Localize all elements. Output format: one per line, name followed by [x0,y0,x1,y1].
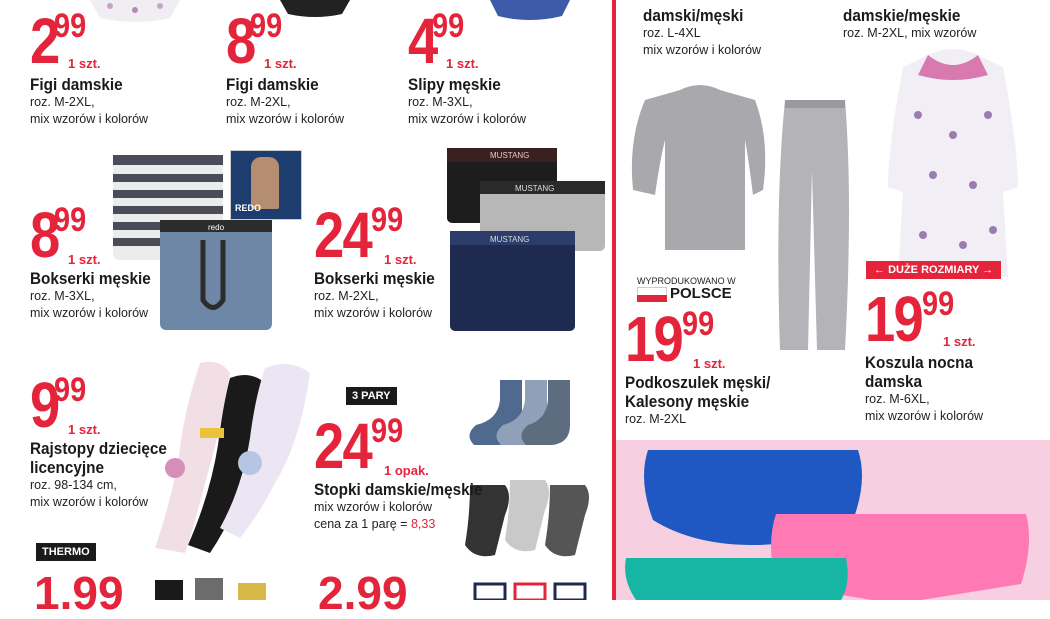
product-podkoszulek[interactable] [625,303,787,428]
product-title: Figi damskie [30,75,123,94]
product-variants: mix wzorów i kolorów [643,43,762,57]
three-pairs-badge: 3 PARY [346,387,397,405]
socks-pack-image [470,580,590,600]
brand-label: REDO [235,203,262,213]
product-variants: mix wzorów i kolorów [865,409,984,423]
poland-flag-icon [637,287,667,301]
arrow-left-icon: ← [874,264,885,276]
product-title-line2: licencyjne [30,458,104,477]
product-title: Figi damskie [226,75,319,94]
product-size: roz. M-2XL [625,412,687,426]
partial-price-left: 1.99 [34,567,124,619]
price: 899 1 szt. [30,199,101,271]
product-size: roz. M-3XL, [408,95,473,109]
arrow-right-icon: → [982,264,994,276]
product-figi-damskie-1[interactable] [30,5,149,128]
price: 999 1 szt. [30,369,101,441]
product-podkoszulek-top[interactable] [643,0,761,59]
product-size: roz. M-2XL, [314,289,379,303]
model-figure [251,157,279,209]
thermo-badge: THERMO [36,543,96,561]
panties-stack-image [616,446,1050,600]
product-title-partial: damski/męski [643,6,744,25]
product-title: Slipy męskie [408,75,501,94]
product-variants: mix wzorów i kolorów [30,306,149,320]
nightgown-image [878,45,1028,280]
price: 899 1 szt. [226,5,297,77]
country-label: POLSCE [670,285,732,302]
big-sizes-badge: ← DUŻE ROZMIARY → [866,261,1001,279]
svg-text:MUSTANG: MUSTANG [490,235,530,244]
product-variants: mix wzorów i kolorów [314,306,433,320]
product-size: roz. M-2XL, mix wzorów [843,26,977,40]
product-title: Podkoszulek męski/ [625,373,771,392]
product-title: Rajstopy dziecięce [30,439,167,458]
product-variants: mix wzorów i kolorów [30,112,149,126]
product-variants: mix wzorów i kolorów [226,112,345,126]
product-size: roz. M-2XL, [226,95,291,109]
product-bokserki-1[interactable] [30,199,164,322]
svg-text:redo: redo [208,223,225,232]
redo-package-image [230,150,302,220]
price: 1999 1 szt. [625,303,726,375]
price: 2499 1 opak. [314,410,429,482]
product-title-line2: damska [865,372,922,391]
product-title: Koszula nocna [865,353,973,372]
made-in-label: WYPRODUKOWANO W [637,276,736,286]
svg-text:MUSTANG: MUSTANG [515,184,555,193]
product-slipy-meskie[interactable] [408,5,527,128]
price: 499 1 szt. [408,5,479,77]
product-title-line2: Kalesony męskie [625,392,750,411]
product-variants: mix wzorów i kolorów [408,112,527,126]
mustang-boxers-image [445,146,610,336]
product-figi-damskie-2[interactable] [226,5,345,128]
price: 299 1 szt. [30,5,101,77]
product-size: roz. L-4XL [643,26,701,40]
product-title: Bokserki męskie [30,269,151,288]
product-size: roz. 98-134 cm, [30,478,117,492]
product-size: roz. M-2XL, [30,95,95,109]
product-variants: mix wzorów i kolorów [30,495,149,509]
product-title: Stopki damskie/męskie [314,480,483,499]
product-rajstopy[interactable] [30,369,182,511]
svg-text:MUSTANG: MUSTANG [490,151,530,160]
partial-price-mid: 2.99 [318,567,408,619]
product-stopki[interactable] [314,410,501,533]
product-size: roz. M-3XL, [30,289,95,303]
product-size: roz. M-6XL, [865,392,930,406]
product-title: Bokserki męskie [314,269,435,288]
product-variants: mix wzorów i kolorów [314,500,433,514]
product-bokserki-2[interactable] [314,199,448,322]
product-spodnie-top[interactable] [843,0,976,42]
price: 2499 1 szt. [314,199,417,271]
product-koszula[interactable] [865,283,985,425]
price: 1999 1 szt. [865,283,976,355]
thermo-socks-image [150,575,280,600]
product-title-partial: damskie/męskie [843,6,961,25]
pair-price: cena za 1 parę = 8,33 [314,517,436,531]
